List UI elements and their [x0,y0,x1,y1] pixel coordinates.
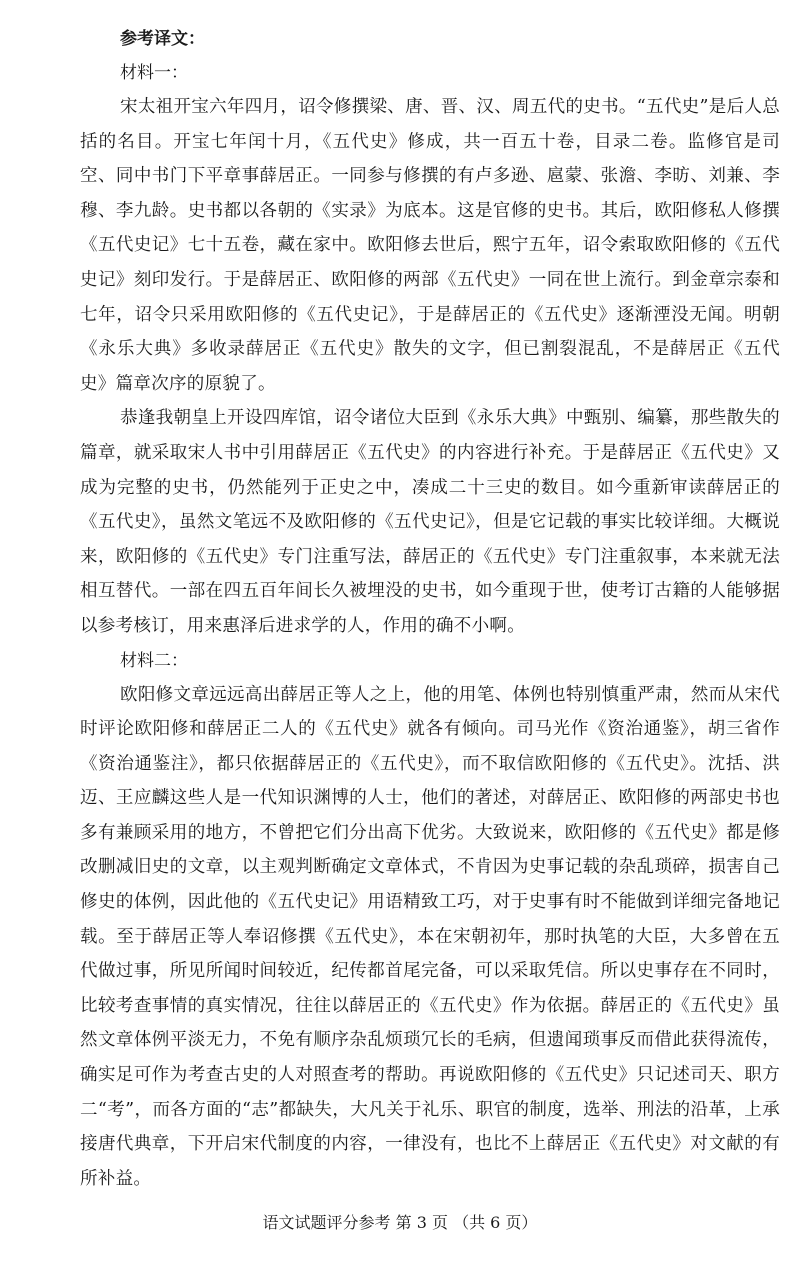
page-footer: 语文试题评分参考 第 3 页 （共 6 页） [262,1213,538,1232]
material-2-paragraph-1: 欧阳修文章远远高出薛居正等人之上，他的用笔、体例也特别慎重严肃，然而从宋代时评论欧阳修和薛居正二人的《五代史》就各有倾向。司马光作《资治通鉴》，胡三省作《资治通鉴注》，都只依据薛居正的《五代史》，而不取信欧阳修的《五代史》。沈括、洪迈、王应麟这些人是一代知识渊博的人士，他们的著述，对薛居正、欧阳修的两部史书也多有兼顾采用的地方，不曾把它们分出高下优劣。大致说来，欧阳修的《五代史》都是修改删减旧史的文章，以主观判断确定文章体式，不肯因为史事记载的杂乱琐碎，损害自己修史的体例，因此他的《五代史记》用语精致工巧，对于史事有时不能做到详细完备地记载。至于薛居正等人奉诏修撰《五代史》，本在宋朝初年，那时执笔的大臣，大多曾在五代做过事，所见所闻时间较近，纪传都首尾完备，可以采取凭信。所以史事存在不同时，比较考查事情的真实情况，往往以薛居正的《五代史》作为依据。薛居正的《五代史》虽然文章体例平淡无力，不免有顺序杂乱烦琐冗长的毛病，但遗闻琐事反而借此获得流传，确实足可作为考查古史的人对照查考的帮助。再说欧阳修的《五代史》只记述司天、职方二“考”，而各方面的“志”都缺失，大凡关于礼乐、职官的制度，选举、刑法的沿革，上承接唐代典章，下开启宋代制度的内容，一律没有，也比不上薛居正《五代史》对文献的有所补益。 [80,684,780,1189]
material-1-paragraph-2: 恭逢我朝皇上开设四库馆，诏令诸位大臣到《永乐大典》中甄别、编纂，那些散失的篇章，就采取宋人书中引用薛居正《五代史》的内容进行补充。于是薛居正《五代史》又成为完整的史书，仍然能列于正史之中，凑成二十三史的数目。如今重新审读薛居正的《五代史》，虽然文笔远不及欧阳修的《五代史记》，但是它记载的事实比较详细。大概说来，欧阳修的《五代史》专门注重写法，薛居正的《五代史》专门注重叙事，本来就无法相互替代。一部在四五百年间长久被埋没的史书，如今重现于世，使考订古籍的人能够据以参考核订，用来惠泽后进求学的人，作用的确不小啊。 [80,408,780,636]
material-1-label: 材料一： [120,63,188,83]
material-2-label: 材料二： [120,650,188,671]
document-body [80,22,780,1196]
material-1-paragraph-1: 宋太祖开宝六年四月，诏令修撰梁、唐、晋、汉、周五代的史书。“五代史”是后人总括的名目。开宝七年闰十月，《五代史》修成，共一百五十卷，目录二卷。监修官是司空、同中书门下平章事薛居正。一同参与修撰的有卢多逊、扈蒙、张澹、李昉、刘兼、李穆、李九龄。史书都以各朝的《实录》为底本。这是官修的史书。其后，欧阳修私人修撰《五代史记》七十五卷，藏在家中。欧阳修去世后，熙宁五年，诏令索取欧阳修的《五代史记》刻印发行。于是薛居正、欧阳修的两部《五代史》一同在世上流行。到金章宗泰和七年，诏令只采用欧阳修的《五代史记》，于是薛居正的《五代史》逐渐湮没无闻。明朝《永乐大典》多收录薛居正《五代史》散失的文字，但已割裂混乱，不是薛居正《五代史》篇章次序的原貌了。 [80,97,780,394]
translation-heading: 参考译文： [120,29,205,49]
